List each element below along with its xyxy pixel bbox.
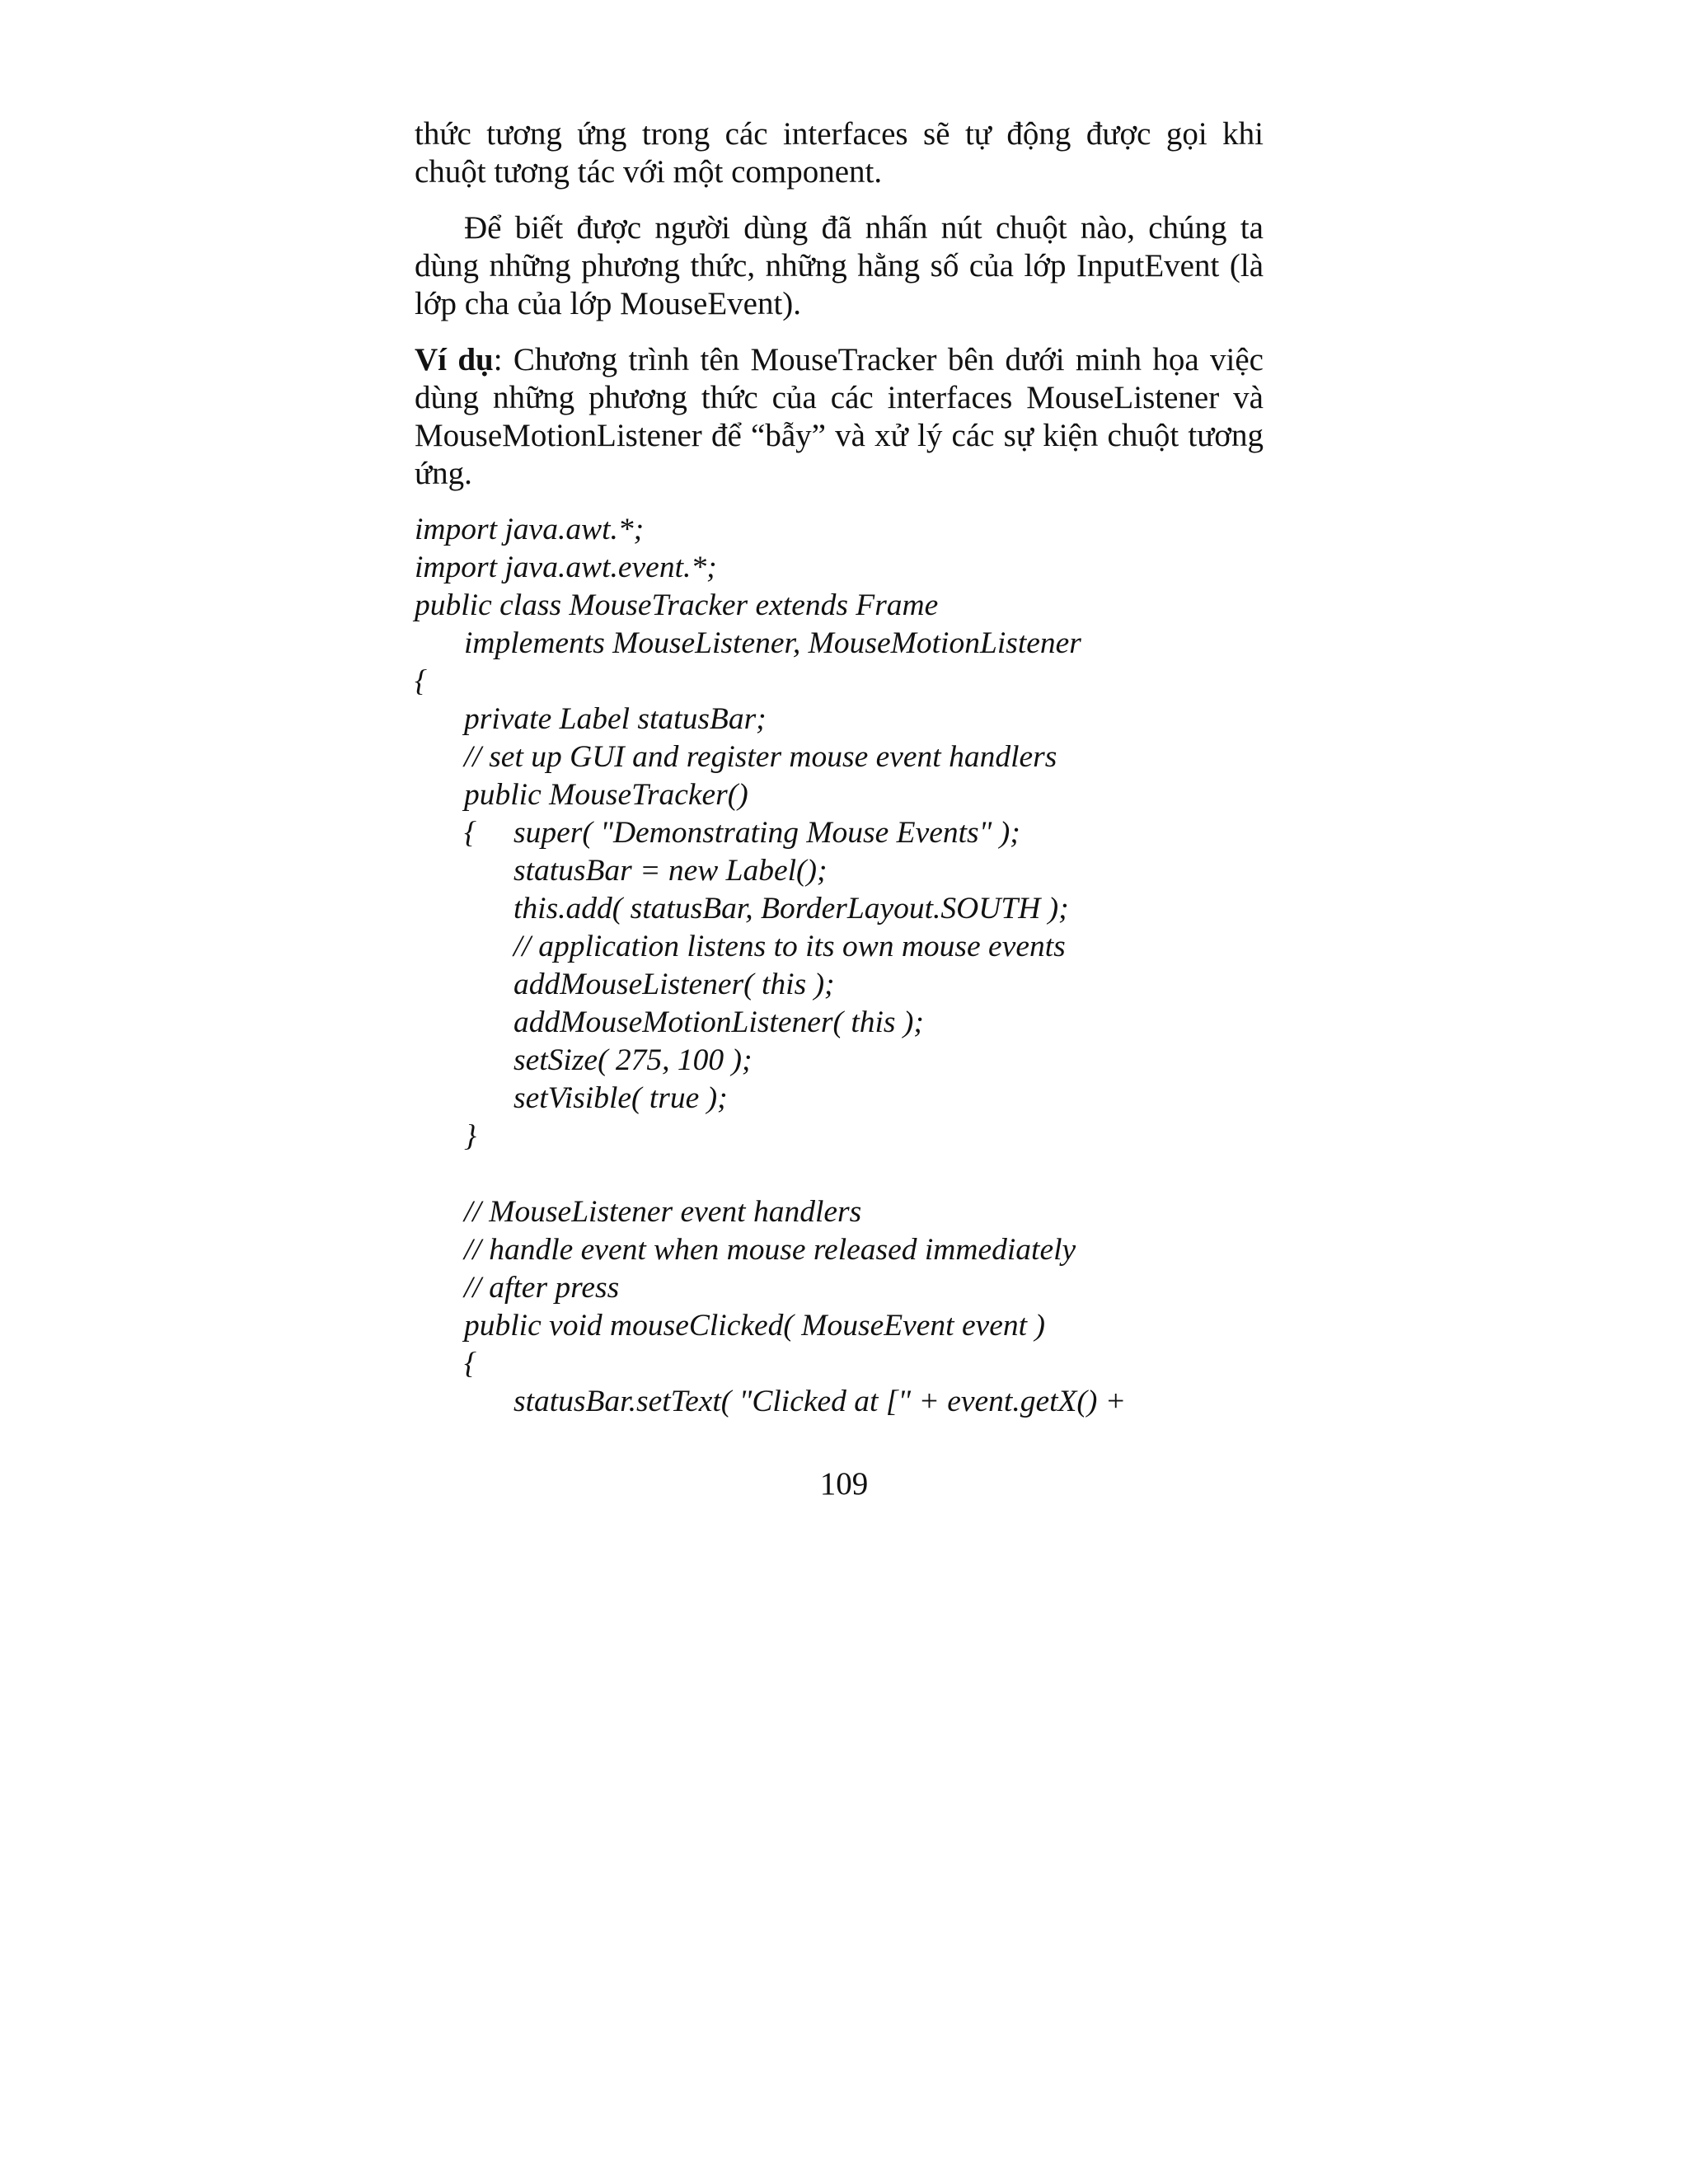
code-line: addMouseListener( this ); xyxy=(513,968,835,1001)
code-comment: // MouseListener event handlers xyxy=(464,1195,862,1229)
paragraph-example xyxy=(415,341,1264,493)
code-line: import java.awt.*; xyxy=(415,513,645,546)
page-number: 109 xyxy=(819,1466,869,1502)
code-line: private Label statusBar; xyxy=(464,702,767,736)
code-line xyxy=(415,814,1264,852)
example-description: : Chương trình tên MouseTracker bên dưới minh họa việc dùng những phương thức của các interfaces MouseListener và MouseMotionListener để “bẫy” và xử lý các sự kiện chuột tương ứng. xyxy=(415,342,1264,491)
code-brace: { xyxy=(464,816,476,850)
code-comment: // after press xyxy=(464,1271,620,1305)
code-line: } xyxy=(464,1119,476,1153)
code-line: setVisible( true ); xyxy=(513,1081,728,1115)
code-line: { xyxy=(415,664,427,698)
code-line: import java.awt.event.*; xyxy=(415,551,717,584)
code-blank-line xyxy=(415,1155,1264,1193)
code-statement: super( "Demonstrating Mouse Events" ); xyxy=(513,816,1020,850)
code-comment: // set up GUI and register mouse event handlers xyxy=(464,740,1057,774)
code-listing xyxy=(415,511,1264,1421)
code-line: this.add( statusBar, BorderLayout.SOUTH ); xyxy=(513,892,1069,926)
code-line: statusBar.setText( "Clicked at [" + event.getX() + xyxy=(513,1385,1127,1418)
paragraph-2: Để biết được người dùng đã nhấn nút chuột nào, chúng ta dùng những phương thức, những hằng số của lớp InputEvent (là lớp cha của lớp MouseEvent). xyxy=(415,210,1264,321)
example-label: Ví dụ xyxy=(415,342,494,377)
code-line: addMouseMotionListener( this ); xyxy=(513,1005,924,1039)
code-line: implements MouseListener, MouseMotionListener xyxy=(464,626,1081,660)
paragraph-1: thức tương ứng trong các interfaces sẽ tự động được gọi khi chuột tương tác với một component. xyxy=(415,116,1264,190)
code-comment: // handle event when mouse released immediately xyxy=(464,1233,1076,1267)
code-line: setSize( 275, 100 ); xyxy=(513,1043,753,1077)
code-line: public class MouseTracker extends Frame xyxy=(415,588,939,622)
code-line: statusBar = new Label(); xyxy=(513,854,828,888)
page-content xyxy=(415,115,1264,1421)
code-line: { xyxy=(464,1347,476,1380)
code-line: public void mouseClicked( MouseEvent event ) xyxy=(464,1309,1045,1343)
code-comment: // application listens to its own mouse events xyxy=(513,930,1066,963)
code-line: public MouseTracker() xyxy=(464,778,748,812)
